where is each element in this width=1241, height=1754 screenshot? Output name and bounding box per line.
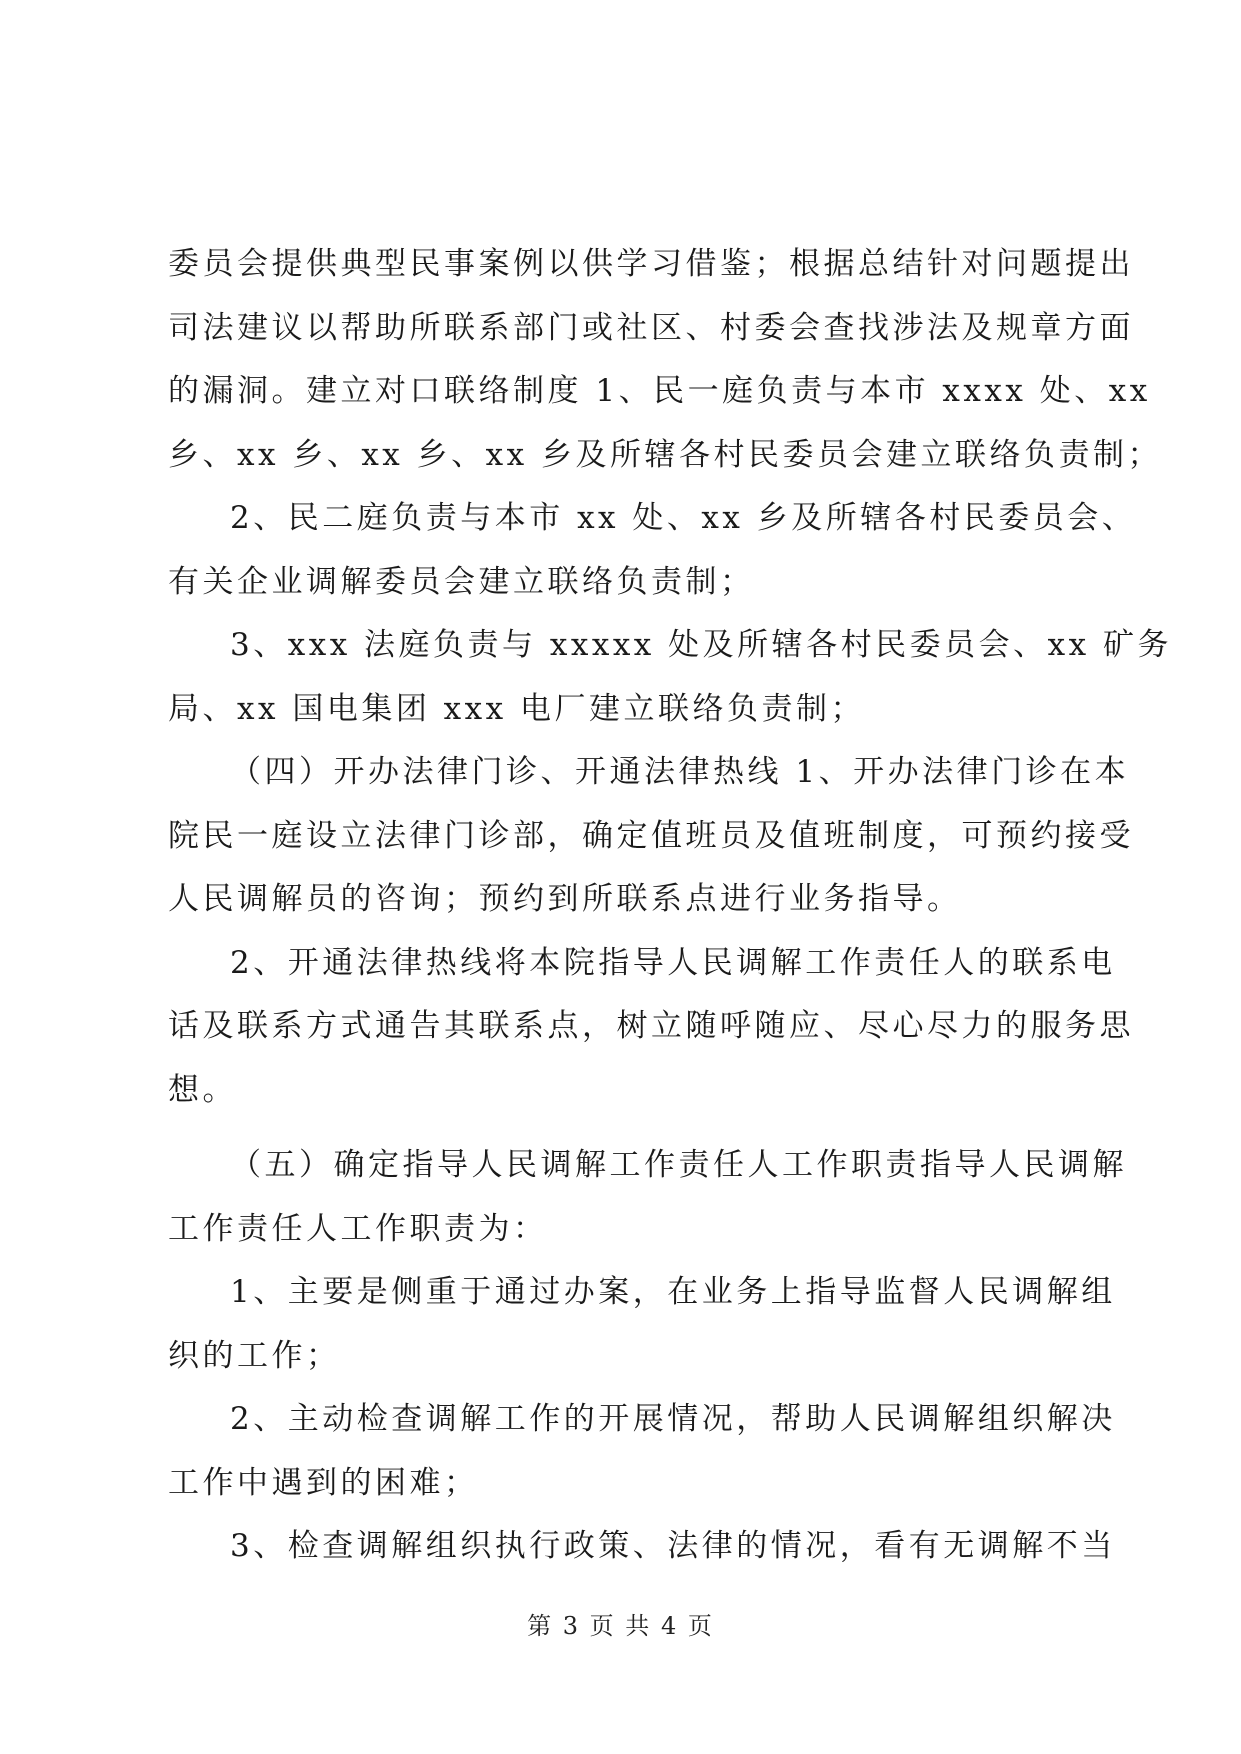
text-line: 2、民二庭负责与本市 xx 处、xx 乡及所辖各村民委员会、: [230, 500, 1137, 536]
text-line: 想。: [168, 1071, 237, 1108]
paragraph-spacer: [168, 1122, 1088, 1134]
text-line: 局、xx 国电集团 xxx 电厂建立联络负责制；: [168, 690, 865, 727]
text-line: 1、主要是侧重于通过办案，在业务上指导监督人民调解组: [230, 1274, 1116, 1310]
page-number-footer: 第 3 页 共 4 页: [527, 1612, 714, 1640]
text-line: 的漏洞。建立对口联络制度 1、民一庭负责与本市 xxxx 处、xx: [168, 373, 1151, 409]
text-line: 有关企业调解委员会建立联络负责制；: [168, 563, 755, 600]
text-line: 2、开通法律热线将本院指导人民调解工作责任人的联系电: [230, 944, 1116, 981]
text-line: 院民一庭设立法律门诊部，确定值班员及值班制度，可预约接受: [168, 817, 1134, 854]
text-line: 司法建议以帮助所联系部门或社区、村委会查找涉法及规章方面: [168, 309, 1134, 346]
text-line: （五）确定指导人民调解工作责任人工作职责指导人民调解: [230, 1147, 1127, 1183]
text-line: 乡、xx 乡、xx 乡、xx 乡及所辖各村民委员会建立联络负责制；: [168, 436, 1162, 473]
text-line: 2、主动检查调解工作的开展情况，帮助人民调解组织解决: [230, 1401, 1116, 1437]
text-line: 委员会提供典型民事案例以供学习借鉴；根据总结针对问题提出: [168, 246, 1134, 282]
text-line: 3、xxx 法庭负责与 xxxxx 处及所辖各村民委员会、xx 矿务: [230, 627, 1172, 663]
text-line: 工作中遇到的困难；: [168, 1464, 479, 1501]
text-line: 工作责任人工作职责为：: [168, 1210, 548, 1247]
text-line: 话及联系方式通告其联系点，树立随呼随应、尽心尽力的服务思: [168, 1008, 1134, 1044]
text-line: （四）开办法律门诊、开通法律热线 1、开办法律门诊在本: [230, 754, 1130, 790]
text-line: 3、检查调解组织执行政策、法律的情况，看有无调解不当: [230, 1528, 1116, 1564]
document-body: [168, 233, 1172, 1579]
text-line: 人民调解员的咨询；预约到所联系点进行业务指导。: [168, 881, 962, 917]
text-line: 织的工作；: [168, 1337, 341, 1374]
